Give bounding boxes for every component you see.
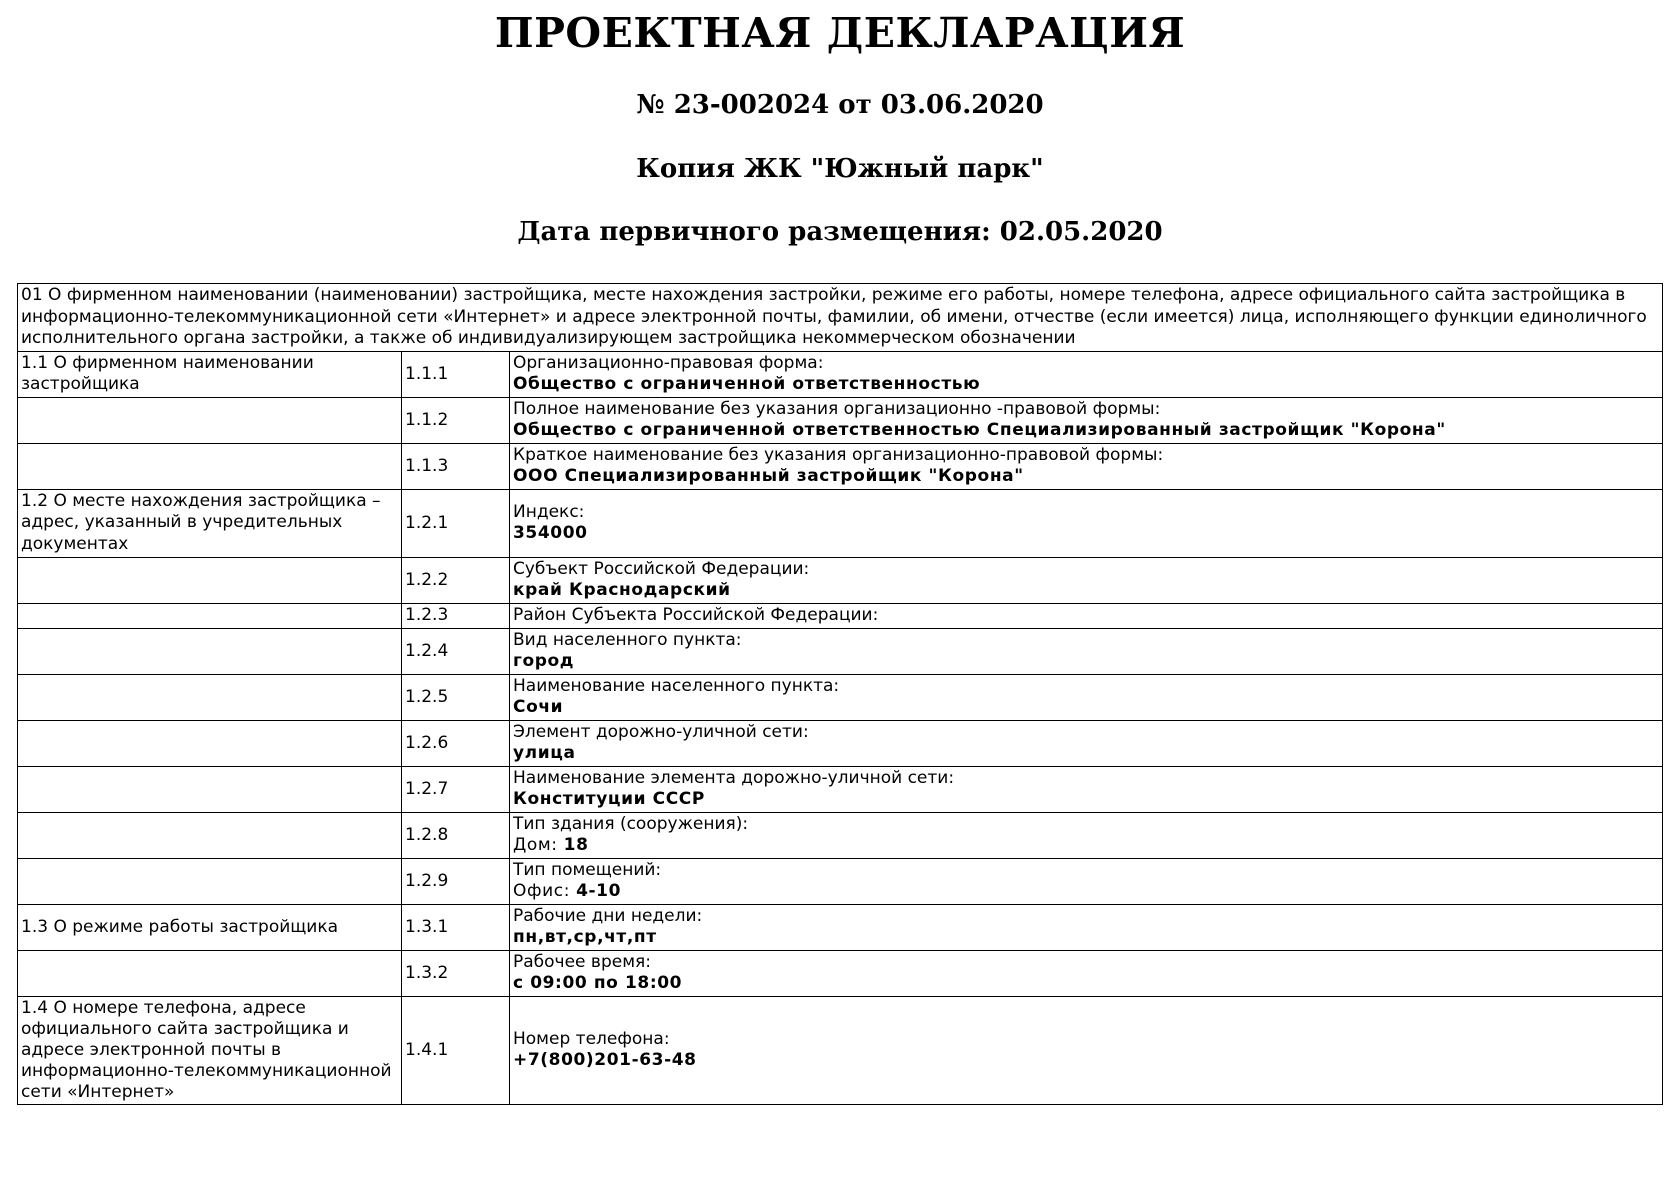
item-label: Тип здания (сооружения): [513,814,749,834]
table-row [18,996,1663,1104]
table-row [18,628,1663,674]
item-value-prefix: Дом: [513,835,558,855]
table-row [18,812,1663,858]
item-label: Элемент дорожно-уличной сети: [513,722,809,742]
item-value: улица [513,743,576,763]
table-row [18,904,1663,950]
item-cell [510,603,1663,628]
table-row [18,351,1663,397]
item-value: +7(800)201-63-48 [513,1050,697,1070]
item-code: 1.2.6 [402,720,510,766]
item-label: Наименование населенного пункта: [513,676,840,696]
item-code: 1.3.1 [402,904,510,950]
section-label [18,950,402,996]
item-label: Тип помещений: [513,860,662,880]
item-cell [510,858,1663,904]
section-label [18,557,402,603]
section-label [18,443,402,489]
section-label [18,766,402,812]
item-label: Вид населенного пункта: [513,630,742,650]
table-row [18,489,1663,557]
item-code: 1.2.7 [402,766,510,812]
section-01-text: 01 О фирменном наименовании (наименовании) застройщика, месте нахождения застройки, режиме его работы, номере телефона, адресе официального сайта застройщика в информационно-телекоммуникационной сети «Интернет» и адресе электронной почты, фамилии, об имени, отчестве (если имеется) лица, исполняющего функции единоличного исполнительного органа застройки, а также об индивидуализирующем застройщика некоммерческом обозначении [18,284,1663,352]
item-label: Номер телефона: [513,1029,670,1049]
item-value-number: 4-10 [576,881,622,901]
item-value: Общество с ограниченной ответственностью Специализированный застройщик "Корона" [513,420,1446,440]
item-cell [510,628,1663,674]
item-value: ООО Специализированный застройщик "Корона" [513,466,1024,486]
item-value: Конституции СССР [513,789,705,809]
table-row [18,397,1663,443]
section-label [18,397,402,443]
item-code: 1.2.5 [402,674,510,720]
object-name: Копия ЖК "Южный парк" [636,154,1044,184]
item-value: с 09:00 по 18:00 [513,973,683,993]
declaration-table [17,283,1663,1105]
item-value: город [513,651,575,671]
item-value: пн,вт,ср,чт,пт [513,927,657,947]
item-cell [510,766,1663,812]
item-cell [510,397,1663,443]
table-row [18,603,1663,628]
item-code: 1.1.3 [402,443,510,489]
item-label: Рабочие дни недели: [513,906,703,926]
item-code: 1.2.9 [402,858,510,904]
item-value: Сочи [513,697,564,717]
section-label [18,603,402,628]
item-label: Субъект Российской Федерации: [513,559,810,579]
item-code: 1.4.1 [402,996,510,1104]
item-cell [510,950,1663,996]
declaration-number: № 23-002024 от 03.06.2020 [636,90,1044,120]
section-label: 1.2 О месте нахождения застройщика – адрес, указанный в учредительных документах [18,489,402,557]
item-cell [510,996,1663,1104]
item-label: Рабочее время: [513,952,651,972]
item-label: Район Субъекта Российской Федерации: [513,605,879,625]
table-row [18,443,1663,489]
table-row [18,674,1663,720]
item-cell [510,443,1663,489]
section-label [18,720,402,766]
table-row [18,858,1663,904]
section-label [18,812,402,858]
item-value [513,835,1659,856]
item-label: Индекс: [513,502,585,522]
section-label: 1.1 О фирменном наименовании застройщика [18,351,402,397]
item-label: Организационно-правовая форма: [513,353,824,373]
item-value-number: 18 [563,835,589,855]
item-code: 1.2.8 [402,812,510,858]
section-label: 1.4 О номере телефона, адресе официального сайта застройщика и адресе электронной почты в информационно-телекоммуникационной сети «Интернет» [18,996,402,1104]
item-value: край Краснодарский [513,580,731,600]
item-value: Общество с ограниченной ответственностью [513,374,981,394]
item-cell [510,720,1663,766]
item-code: 1.2.3 [402,603,510,628]
item-value-prefix: Офис: [513,881,571,901]
item-code: 1.2.2 [402,557,510,603]
item-label: Полное наименование без указания организационно -правовой формы: [513,399,1161,419]
section-01-row [18,284,1663,352]
table-row [18,557,1663,603]
table-row [18,766,1663,812]
item-cell [510,674,1663,720]
item-cell [510,812,1663,858]
item-code: 1.3.2 [402,950,510,996]
item-cell [510,904,1663,950]
item-code: 1.1.1 [402,351,510,397]
section-label [18,674,402,720]
first-publication-date: Дата первичного размещения: 02.05.2020 [517,217,1163,247]
item-cell [510,557,1663,603]
item-label: Наименование элемента дорожно-уличной сети: [513,768,955,788]
item-value [513,881,1659,902]
item-code: 1.2.4 [402,628,510,674]
item-cell [510,489,1663,557]
document-title: ПРОЕКТНАЯ ДЕКЛАРАЦИЯ [494,9,1186,57]
item-value: 354000 [513,523,588,543]
section-label [18,858,402,904]
item-cell [510,351,1663,397]
table-row [18,720,1663,766]
item-code: 1.2.1 [402,489,510,557]
table-row [18,950,1663,996]
item-code: 1.1.2 [402,397,510,443]
section-label [18,628,402,674]
item-label: Краткое наименование без указания организационно-правовой формы: [513,445,1164,465]
section-label: 1.3 О режиме работы застройщика [18,904,402,950]
